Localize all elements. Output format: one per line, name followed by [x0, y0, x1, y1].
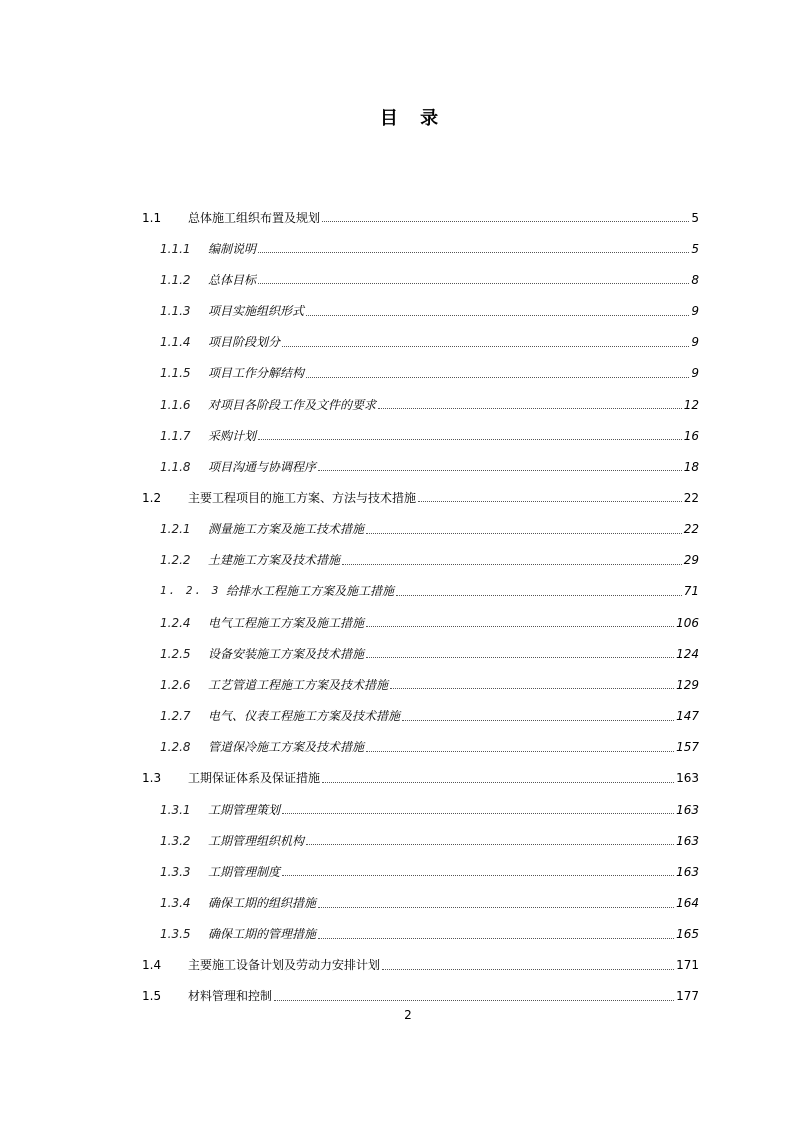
leader-dots — [258, 283, 689, 284]
leader-dots — [306, 377, 689, 378]
toc-entry[interactable] — [142, 451, 699, 482]
leader-dots — [418, 501, 682, 502]
entry-title: 工期管理制度 — [208, 864, 281, 879]
toc-entry[interactable] — [142, 638, 699, 669]
entry-number: 1.1 — [142, 210, 162, 225]
leader-dots — [306, 315, 689, 316]
toc-entry[interactable] — [142, 358, 699, 389]
entry-page: 164 — [676, 896, 699, 911]
leader-dots — [322, 221, 689, 222]
leader-dots — [282, 875, 674, 876]
entry-number: 1.1.2 — [160, 272, 191, 287]
entry-title: 对项目各阶段工作及文件的要求 — [208, 397, 377, 412]
entry-page: 22 — [683, 522, 699, 537]
entry-number: 1.3.4 — [160, 896, 191, 911]
entry-page: 129 — [676, 677, 699, 692]
entry-number: 1.2.1 — [160, 522, 191, 537]
entry-number: 1.2.8 — [160, 740, 191, 755]
entry-title: 电气工程施工方案及施工措施 — [208, 615, 365, 630]
leader-dots — [366, 626, 674, 627]
toc-entry[interactable] — [142, 919, 699, 950]
toc-entry[interactable] — [142, 576, 699, 607]
entry-title: 编制说明 — [208, 241, 257, 256]
toc-entry[interactable] — [142, 202, 699, 233]
entry-title: 给排水工程施工方案及施工措施 — [226, 584, 395, 599]
entry-page: 16 — [683, 428, 699, 443]
entry-page: 9 — [691, 366, 699, 381]
entry-title: 确保工期的组织措施 — [208, 896, 317, 911]
entry-page: 165 — [676, 927, 699, 942]
entry-page: 9 — [691, 335, 699, 350]
entry-number: 1.3 — [142, 771, 162, 786]
entry-number: 1.3.5 — [160, 927, 191, 942]
entry-title: 测量施工方案及施工技术措施 — [208, 522, 365, 537]
leader-dots — [396, 595, 682, 596]
entry-title: 总体目标 — [208, 272, 257, 287]
entry-page: 177 — [676, 989, 699, 1004]
entry-number: 1.1.6 — [160, 397, 191, 412]
toc-entry[interactable] — [142, 482, 699, 513]
entry-number: 1.3.1 — [160, 802, 191, 817]
entry-page: 29 — [683, 553, 699, 568]
entry-number: 1.2 — [142, 490, 162, 505]
entry-title: 材料管理和控制 — [188, 989, 273, 1004]
toc-entry[interactable] — [142, 732, 699, 763]
entry-page: 157 — [676, 740, 699, 755]
leader-dots — [382, 969, 674, 970]
toc-entry[interactable] — [142, 856, 699, 887]
entry-title: 工艺管道工程施工方案及技术措施 — [208, 677, 389, 692]
entry-page: 163 — [676, 833, 699, 848]
entry-number: 1.2.4 — [160, 615, 191, 630]
entry-number: 1.2.5 — [160, 646, 191, 661]
entry-page: 71 — [683, 584, 699, 599]
entry-page: 5 — [691, 210, 699, 225]
toc-entry[interactable] — [142, 514, 699, 545]
entry-number: 1.2.6 — [160, 677, 191, 692]
toc-entry[interactable] — [142, 545, 699, 576]
leader-dots — [366, 751, 674, 752]
entry-page: 163 — [676, 771, 699, 786]
entry-number: 1.2.7 — [160, 709, 191, 724]
leader-dots — [274, 1000, 674, 1001]
toc-entry[interactable] — [142, 264, 699, 295]
leader-dots — [318, 470, 682, 471]
entry-title: 主要工程项目的施工方案、方法与技术措施 — [188, 490, 417, 505]
toc-title: 目 录 — [379, 108, 447, 129]
entry-title: 项目工作分解结构 — [208, 366, 305, 381]
table-of-contents — [142, 202, 699, 1012]
entry-page: 22 — [683, 490, 699, 505]
leader-dots — [402, 720, 674, 721]
toc-entry[interactable] — [142, 950, 699, 981]
entry-number: 1.1.5 — [160, 366, 191, 381]
leader-dots — [322, 782, 674, 783]
entry-title: 工期管理策划 — [208, 802, 281, 817]
entry-page: 5 — [691, 241, 699, 256]
toc-entry[interactable] — [142, 887, 699, 918]
leader-dots — [258, 252, 689, 253]
entry-page: 12 — [683, 397, 699, 412]
entry-title: 确保工期的管理措施 — [208, 927, 317, 942]
leader-dots — [366, 657, 674, 658]
entry-page: 106 — [676, 615, 699, 630]
entry-title: 管道保冷施工方案及技术措施 — [208, 740, 365, 755]
entry-title: 采购计划 — [208, 428, 257, 443]
entry-number: 1. 2. 3 — [160, 584, 221, 598]
toc-entry[interactable] — [142, 233, 699, 264]
entry-title: 总体施工组织布置及规划 — [188, 210, 321, 225]
leader-dots — [378, 408, 682, 409]
toc-entry[interactable] — [142, 607, 699, 638]
entry-title: 土建施工方案及技术措施 — [208, 553, 341, 568]
entry-page: 163 — [676, 802, 699, 817]
leader-dots — [390, 688, 674, 689]
toc-entry[interactable] — [142, 794, 699, 825]
leader-dots — [258, 439, 682, 440]
entry-number: 1.3.2 — [160, 833, 191, 848]
entry-number: 1.2.2 — [160, 553, 191, 568]
entry-page: 163 — [676, 864, 699, 879]
entry-title: 项目阶段划分 — [208, 335, 281, 350]
entry-number: 1.1.7 — [160, 428, 191, 443]
entry-title: 电气、仪表工程施工方案及技术措施 — [208, 709, 401, 724]
page-number: 2 — [404, 1008, 412, 1022]
leader-dots — [282, 813, 674, 814]
entry-page: 9 — [691, 304, 699, 319]
toc-entry[interactable] — [142, 701, 699, 732]
entry-number: 1.1.8 — [160, 459, 191, 474]
toc-entry[interactable] — [142, 669, 699, 700]
toc-entry[interactable] — [142, 327, 699, 358]
entry-title: 工期管理组织机构 — [208, 833, 305, 848]
entry-number: 1.3.3 — [160, 864, 191, 879]
entry-number: 1.4 — [142, 958, 162, 973]
entry-page: 147 — [676, 709, 699, 724]
toc-entry[interactable] — [142, 825, 699, 856]
entry-title: 项目沟通与协调程序 — [208, 459, 317, 474]
leader-dots — [318, 907, 674, 908]
entry-page: 18 — [683, 459, 699, 474]
entry-number: 1.1.3 — [160, 304, 191, 319]
entry-number: 1.1.1 — [160, 241, 191, 256]
toc-entry[interactable] — [142, 295, 699, 326]
toc-entry[interactable] — [142, 420, 699, 451]
entry-title: 主要施工设备计划及劳动力安排计划 — [188, 958, 381, 973]
entry-number: 1.1.4 — [160, 335, 191, 350]
leader-dots — [318, 938, 674, 939]
leader-dots — [342, 564, 682, 565]
entry-title: 项目实施组织形式 — [208, 304, 305, 319]
leader-dots — [306, 844, 674, 845]
leader-dots — [282, 346, 689, 347]
entry-page: 124 — [676, 646, 699, 661]
entry-page: 171 — [676, 958, 699, 973]
toc-entry[interactable] — [142, 763, 699, 794]
entry-number: 1.5 — [142, 989, 162, 1004]
entry-title: 设备安装施工方案及技术措施 — [208, 646, 365, 661]
entry-title: 工期保证体系及保证措施 — [188, 771, 321, 786]
entry-page: 8 — [691, 272, 699, 287]
leader-dots — [366, 533, 682, 534]
toc-entry[interactable] — [142, 389, 699, 420]
